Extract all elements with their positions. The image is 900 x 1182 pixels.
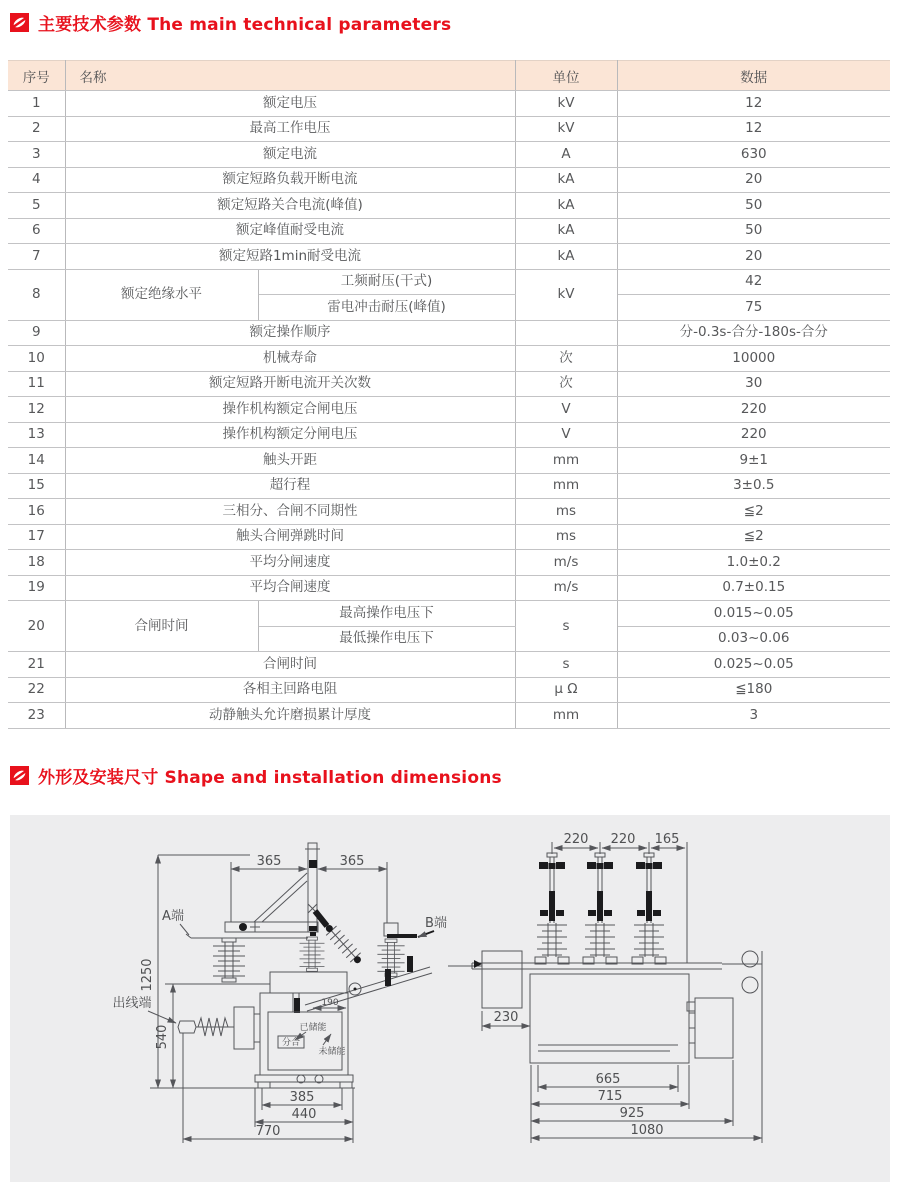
cell-name: 超行程 — [65, 473, 515, 499]
cell-value: 30 — [617, 371, 890, 397]
table-row — [8, 193, 890, 219]
cell-name: 触头合闸弹跳时间 — [65, 524, 515, 550]
cell-subname: 雷电冲击耐压(峰值) — [258, 295, 515, 321]
dim-190: 190 — [321, 998, 339, 1008]
cell-no: 23 — [8, 703, 65, 729]
table-row — [8, 601, 890, 627]
cell-no: 11 — [8, 371, 65, 397]
table-row — [8, 550, 890, 576]
table-row — [8, 575, 890, 601]
cell-unit: mm — [515, 703, 617, 729]
col-header-data: 数据 — [617, 61, 890, 91]
cell-subname: 最低操作电压下 — [258, 626, 515, 652]
table-row — [8, 218, 890, 244]
cell-unit: kA — [515, 193, 617, 219]
cell-name: 平均分闸速度 — [65, 550, 515, 576]
cell-no: 21 — [8, 652, 65, 678]
cell-no: 12 — [8, 397, 65, 423]
cell-unit — [515, 320, 617, 346]
table-row — [8, 422, 890, 448]
dim-715: 715 — [597, 1089, 623, 1104]
dim-230: 230 — [493, 1010, 519, 1025]
cell-value: 75 — [617, 295, 890, 321]
cell-value: 12 — [617, 91, 890, 117]
col-header-name: 名称 — [65, 61, 515, 91]
cell-value: 0.025~0.05 — [617, 652, 890, 678]
cell-name: 额定电流 — [65, 142, 515, 168]
table-row — [8, 524, 890, 550]
table-row — [8, 91, 890, 117]
label-terminal-a: A端 — [162, 909, 184, 924]
cell-value: 10000 — [617, 346, 890, 372]
cell-unit: m/s — [515, 575, 617, 601]
table-row — [8, 346, 890, 372]
table-row — [8, 116, 890, 142]
cell-value: 12 — [617, 116, 890, 142]
cell-value: 0.03~0.06 — [617, 626, 890, 652]
cell-no: 8 — [8, 269, 65, 320]
cell-no: 2 — [8, 116, 65, 142]
cell-name: 机械寿命 — [65, 346, 515, 372]
cell-no: 15 — [8, 473, 65, 499]
section-title-dimensions: 外形及安装尺寸 Shape and installation dimensions — [38, 768, 502, 788]
cell-no: 7 — [8, 244, 65, 270]
cell-no: 14 — [8, 448, 65, 474]
section-bullet-icon — [10, 13, 29, 32]
cell-value: ≦180 — [617, 677, 890, 703]
right-figure — [448, 832, 762, 1143]
label-energy-stored: 已储能 — [299, 1023, 327, 1033]
table-header-row — [8, 61, 890, 91]
cell-unit: kV — [515, 269, 617, 320]
cell-name: 额定峰值耐受电流 — [65, 218, 515, 244]
left-figure — [112, 843, 446, 1143]
col-header-unit: 单位 — [515, 61, 617, 91]
cell-no: 5 — [8, 193, 65, 219]
dim-665: 665 — [595, 1072, 621, 1087]
cell-no: 6 — [8, 218, 65, 244]
cell-name: 操作机构额定合闸电压 — [65, 397, 515, 423]
cell-value: 1.0±0.2 — [617, 550, 890, 576]
cell-name: 各相主回路电阻 — [65, 677, 515, 703]
cell-unit: A — [515, 142, 617, 168]
cell-name: 额定电压 — [65, 91, 515, 117]
section-title-parameters: 主要技术参数 The main technical parameters — [38, 15, 452, 35]
section-bullet-icon — [10, 766, 29, 785]
label-terminal-b: B端 — [425, 916, 447, 931]
cell-unit: s — [515, 652, 617, 678]
cell-value: 20 — [617, 244, 890, 270]
cell-subname: 最高操作电压下 — [258, 601, 515, 627]
cell-value: ≦2 — [617, 499, 890, 525]
cell-value: 0.015~0.05 — [617, 601, 890, 627]
cell-no: 22 — [8, 677, 65, 703]
cell-unit: ms — [515, 524, 617, 550]
cell-no: 13 — [8, 422, 65, 448]
cell-value: 220 — [617, 397, 890, 423]
cell-name: 合闸时间 — [65, 601, 258, 652]
dim-365-right: 365 — [339, 854, 365, 869]
cell-value: 0.7±0.15 — [617, 575, 890, 601]
table-row — [8, 142, 890, 168]
cell-unit: 次 — [515, 371, 617, 397]
cell-name: 额定短路关合电流(峰值) — [65, 193, 515, 219]
cell-name: 平均合闸速度 — [65, 575, 515, 601]
cell-unit: kA — [515, 167, 617, 193]
cell-name: 额定操作顺序 — [65, 320, 515, 346]
cell-unit: μ Ω — [515, 677, 617, 703]
table-row — [8, 397, 890, 423]
dim-1080: 1080 — [630, 1123, 664, 1138]
cell-no: 16 — [8, 499, 65, 525]
dim-540: 540 — [155, 1024, 170, 1050]
cell-unit: kV — [515, 91, 617, 117]
cell-unit: m/s — [515, 550, 617, 576]
cell-value: ≦2 — [617, 524, 890, 550]
table-row — [8, 167, 890, 193]
cell-name: 额定短路负载开断电流 — [65, 167, 515, 193]
cell-name: 额定绝缘水平 — [65, 269, 258, 320]
dimension-drawing — [10, 815, 890, 1182]
dim-220-left: 220 — [563, 832, 589, 847]
cell-unit: kA — [515, 244, 617, 270]
cell-unit: kV — [515, 116, 617, 142]
cell-name: 合闸时间 — [65, 652, 515, 678]
cell-value: 630 — [617, 142, 890, 168]
cell-no: 4 — [8, 167, 65, 193]
label-energy-not-stored: 未储能 — [318, 1047, 346, 1057]
table-row — [8, 448, 890, 474]
dim-1250: 1250 — [140, 958, 155, 992]
cell-no: 9 — [8, 320, 65, 346]
cell-value: 9±1 — [617, 448, 890, 474]
dim-365-left: 365 — [256, 854, 282, 869]
cell-unit: 次 — [515, 346, 617, 372]
cell-name: 触头开距 — [65, 448, 515, 474]
cell-unit: kA — [515, 218, 617, 244]
cell-unit: s — [515, 601, 617, 652]
table-row — [8, 244, 890, 270]
table-row — [8, 499, 890, 525]
dim-440: 440 — [291, 1107, 317, 1122]
cell-no: 20 — [8, 601, 65, 652]
cell-value: 50 — [617, 193, 890, 219]
table-row — [8, 269, 890, 295]
cell-value: 分-0.3s-合分-180s-合分 — [617, 320, 890, 346]
cell-unit: V — [515, 397, 617, 423]
cell-value: 42 — [617, 269, 890, 295]
cell-name: 额定短路1min耐受电流 — [65, 244, 515, 270]
cell-no: 10 — [8, 346, 65, 372]
cell-name: 动静触头允许磨损累计厚度 — [65, 703, 515, 729]
diagonal-insulator — [322, 921, 365, 967]
section-header-dimensions — [10, 763, 502, 788]
dim-385: 385 — [289, 1090, 315, 1105]
cell-name: 操作机构额定分闸电压 — [65, 422, 515, 448]
cell-no: 1 — [8, 91, 65, 117]
table-row — [8, 320, 890, 346]
dim-770: 770 — [255, 1124, 281, 1139]
parameters-table-body — [8, 91, 890, 729]
cell-no: 3 — [8, 142, 65, 168]
cell-value: 3±0.5 — [617, 473, 890, 499]
cell-subname: 工频耐压(干式) — [258, 269, 515, 295]
dim-925: 925 — [619, 1106, 645, 1121]
cell-name: 三相分、合闸不同期性 — [65, 499, 515, 525]
table-row — [8, 371, 890, 397]
dim-165: 165 — [654, 832, 680, 847]
cell-unit: V — [515, 422, 617, 448]
cell-no: 19 — [8, 575, 65, 601]
label-open-close: 分合 — [281, 1038, 301, 1048]
cell-value: 220 — [617, 422, 890, 448]
cell-name: 最高工作电压 — [65, 116, 515, 142]
drawing-panel — [10, 815, 890, 1182]
table-row — [8, 473, 890, 499]
cell-no: 17 — [8, 524, 65, 550]
cell-value: 50 — [617, 218, 890, 244]
table-row — [8, 703, 890, 729]
cell-value: 3 — [617, 703, 890, 729]
dim-220-right: 220 — [610, 832, 636, 847]
cell-value: 20 — [617, 167, 890, 193]
parameters-table — [8, 60, 890, 729]
table-row — [8, 677, 890, 703]
cell-unit: ms — [515, 499, 617, 525]
cell-unit: mm — [515, 473, 617, 499]
label-outlet-terminal: 出线端 — [112, 996, 152, 1011]
col-header-no: 序号 — [8, 61, 65, 91]
cell-name: 额定短路开断电流开关次数 — [65, 371, 515, 397]
table-row — [8, 652, 890, 678]
cell-unit: mm — [515, 448, 617, 474]
section-header-parameters — [10, 10, 451, 35]
cell-no: 18 — [8, 550, 65, 576]
